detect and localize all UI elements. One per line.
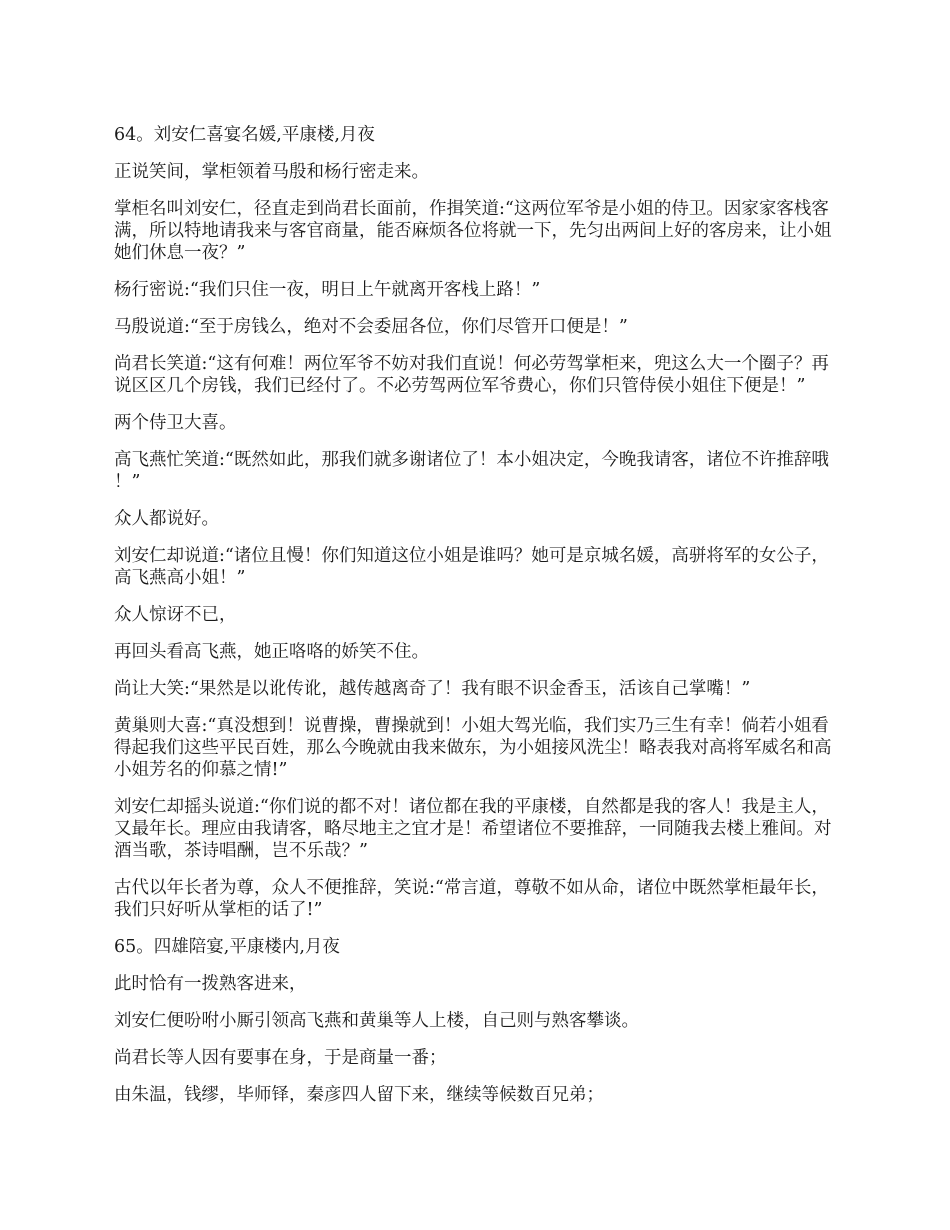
paragraph: 古代以年长者为尊，众人不便推辞，笑说:“常言道，尊敬不如从命，诸位中既然掌柜最年长，我们只好听从掌柜的话了!” xyxy=(114,878,829,920)
document-page xyxy=(114,124,842,1121)
paragraph: 黄巢则大喜:“真没想到！说曹操，曹操就到！小姐大驾光临，我们实乃三生有幸！倘若小姐看得起我们这些平民百姓，那么今晚就由我来做东，为小姐接风洗尘！略表我对高将军威名和高小姐芳名的仰慕之情!” xyxy=(114,716,832,780)
paragraph: 掌柜名叫刘安仁，径直走到尚君长面前，作揖笑道:“这两位军爷是小姐的侍卫。因家家客栈客满，所以特地请我来与客官商量，能否麻烦各位将就一下，先匀出两间上好的客房来，让小姐她们休息一夜？” xyxy=(114,199,832,263)
paragraph: 众人惊讶不已， xyxy=(114,605,237,625)
paragraph: 尚君长笑道:“这有何难！两位军爷不妨对我们直说！何必劳驾掌柜来，兜这么大一个圈子？再说区区几个房钱，我们已经付了。不必劳驾两位军爷费心，你们只管侍侯小姐住下便是！” xyxy=(114,354,829,396)
chapter-heading-65: 65。四雄陪宴,平康楼内,月夜 xyxy=(114,937,340,957)
paragraph: 两个侍卫大喜。 xyxy=(114,413,237,433)
paragraph: 众人都说好。 xyxy=(114,509,219,529)
paragraph: 杨行密说:“我们只住一夜，明日上午就离开客栈上路！” xyxy=(114,280,541,300)
paragraph: 刘安仁便吩咐小厮引领高飞燕和黄巢等人上楼，自己则与熟客攀谈。 xyxy=(114,1011,639,1031)
paragraph: 再回头看高飞燕，她正咯咯的娇笑不住。 xyxy=(114,642,429,662)
paragraph: 由朱温，钱缪，毕师铎，秦彦四人留下来，继续等候数百兄弟； xyxy=(114,1085,604,1105)
paragraph: 正说笑间，掌柜领着马殷和杨行密走来。 xyxy=(114,162,429,182)
paragraph: 刘安仁却摇头说道:“你们说的都不对！诸位都在我的平康楼，自然都是我的客人！我是主人，又最年长。理应由我请客，略尽地主之宜才是！希望诸位不要推辞，一同随我去楼上雅间。对酒当歌，茶诗唱酬，岂不乐哉？” xyxy=(114,797,832,861)
paragraph: 马殷说道:“至于房钱么，绝对不会委屈各位，你们尽管开口便是！” xyxy=(114,317,628,337)
paragraph: 尚君长等人因有要事在身，于是商量一番； xyxy=(114,1048,447,1068)
paragraph: 刘安仁却说道:“诸位且慢！你们知道这位小姐是谁吗？她可是京城名媛，高骈将军的女公子，高飞燕高小姐！” xyxy=(114,546,829,588)
paragraph: 此时恰有一拨熟客进来， xyxy=(114,974,307,994)
paragraph: 高飞燕忙笑道:“既然如此，那我们就多谢诸位了！本小姐决定，今晚我请客，诸位不许推辞哦！” xyxy=(114,450,829,492)
chapter-heading-64: 64。刘安仁喜宴名媛,平康楼,月夜 xyxy=(114,125,375,145)
paragraph: 尚让大笑:“果然是以讹传讹，越传越离奇了！我有眼不识金香玉，活该自己掌嘴！” xyxy=(114,679,751,699)
